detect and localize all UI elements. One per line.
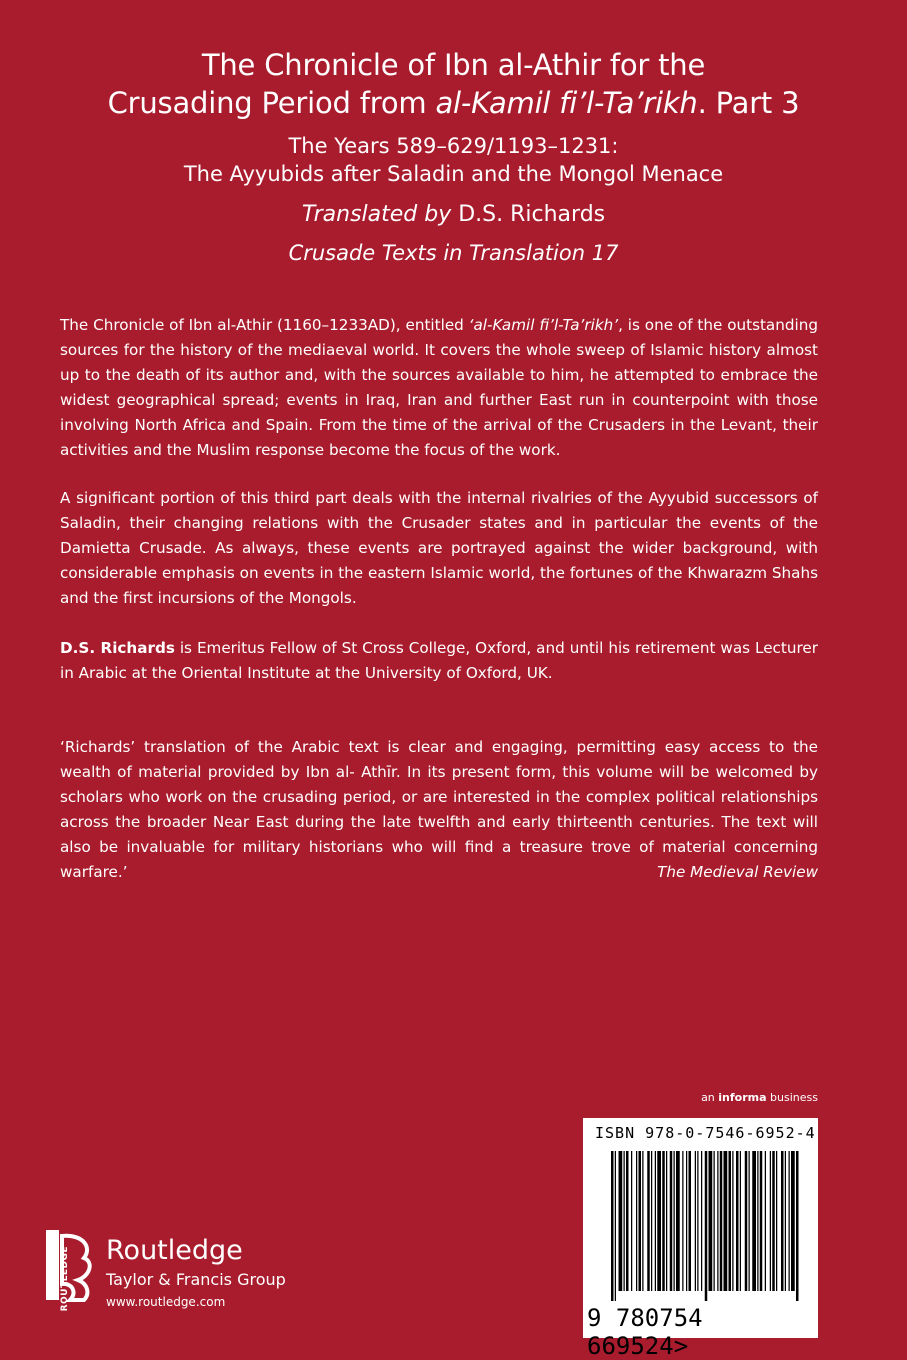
informa-bold: informa — [718, 1091, 767, 1104]
translator-credit — [0, 200, 907, 230]
barcode-bars — [611, 1151, 801, 1301]
barcode-bar — [636, 1151, 637, 1291]
barcode-bar — [619, 1151, 623, 1291]
description-paragraph-1 — [60, 313, 818, 463]
barcode-bar — [686, 1151, 687, 1291]
isbn-label: ISBN 978-0-7546-6952-4 — [595, 1124, 816, 1142]
barcode-bar — [729, 1151, 732, 1291]
barcode-bar — [676, 1151, 680, 1291]
informa-business-tag — [701, 1091, 818, 1104]
subtitle-line-1: The Years 589–629/1193–1231: — [288, 134, 619, 158]
barcode-bar — [736, 1151, 739, 1291]
barcode-bar — [776, 1151, 777, 1291]
barcode-bar — [626, 1151, 629, 1291]
barcode-bar — [714, 1151, 715, 1291]
barcode-bar — [615, 1151, 616, 1301]
barcode-bar — [765, 1151, 766, 1291]
publisher-url: www.routledge.com — [106, 1295, 226, 1309]
barcode-bar — [689, 1151, 692, 1291]
barcode-digits — [587, 1304, 818, 1360]
review-quote: ‘Richards’ translation of the Arabic text is clear and engaging, permitting easy access to the wealth of material provided by Ibn al- Athīr. In its present form, this volume will be welcomed by scholars who work on the crusading period, or are interested in the complex political relationships across the broader Near East during the late twelfth and early thirteenth centuries. The text will also be invaluable for military historians who will find a treasure trove of material concerning warfare.’ — [60, 738, 818, 881]
barcode-bar — [740, 1151, 741, 1291]
barcode-bar — [732, 1151, 733, 1291]
informa-pre: an — [701, 1091, 719, 1104]
title-block — [0, 46, 907, 268]
book-title-line-2 — [0, 84, 907, 122]
publisher-group: Taylor & Francis Group — [106, 1270, 286, 1289]
author-bio — [60, 636, 818, 686]
barcode-bar — [705, 1151, 708, 1301]
title-part-segment: . Part 3 — [697, 86, 800, 120]
translator-name: D.S. Richards — [451, 202, 606, 227]
barcode-bar — [651, 1151, 652, 1291]
translator-prefix: Translated by — [301, 202, 452, 227]
series-title: Crusade Texts in Translation 17 — [288, 241, 619, 265]
logo-vertical-text: ROUTLEDGE — [60, 1246, 70, 1312]
barcode-bar — [789, 1151, 790, 1291]
barcode-panel — [583, 1118, 818, 1360]
barcode-bar — [745, 1151, 748, 1291]
informa-post: business — [766, 1091, 818, 1104]
barcode-bar — [772, 1151, 775, 1291]
description-paragraph-2: A significant portion of this third part deals with the internal rivalries of the Ayyubid successors of Saladin, their changing relations with the Crusader states and in particular the events of the Damietta Crusade. As always, these events are portrayed against the wider background, with considerable emphasis on events in the eastern Islamic world, the fortunes of the Khwarazm Shahs and the first incursions of the Mongols. — [60, 489, 818, 607]
barcode-bar — [674, 1151, 675, 1291]
routledge-logo-icon — [44, 1228, 99, 1303]
barcode-bar — [666, 1151, 667, 1291]
barcode-bar — [717, 1151, 718, 1291]
barcode-bar — [611, 1151, 614, 1301]
barcode-bar — [752, 1151, 756, 1291]
barcode-bar — [796, 1151, 799, 1301]
barcode-bar — [662, 1151, 665, 1291]
barcode-bar — [781, 1151, 784, 1291]
barcode-bar — [770, 1151, 771, 1291]
title-italic-segment: al-Kamil fi’l-Ta’rikh — [435, 86, 698, 120]
author-bio-text: is Emeritus Fellow of St Cross College, Oxford, and until his retirement was Lecturer in Arabic at the Oriental Institute at the University of Oxford, UK. — [60, 639, 818, 682]
barcode-bar — [647, 1151, 650, 1291]
publisher-name: Routledge — [106, 1235, 243, 1266]
barcode-bar — [697, 1151, 698, 1291]
barcode-bar — [791, 1151, 795, 1291]
p1-rest: , is one of the outstanding sources for the history of the mediaeval world. It covers the whole sweep of Islamic history almost up to the death of its author and, with the sources available to him, he attempted to embrace the widest geographical spread; events in Iraq, Iran and further East run in counterpoint with those involving North Africa and Spain. From the time of the arrival of the Crusaders in the Levant, their activities and the Muslim response become the focus of the work. — [60, 316, 818, 459]
barcode-bar — [695, 1151, 696, 1291]
subtitle-line-2: The Ayyubids after Saladin and the Mongol Menace — [183, 162, 724, 186]
barcode-bar — [682, 1151, 683, 1291]
review-attribution: The Medieval Review — [657, 863, 818, 881]
barcode-bar — [631, 1151, 632, 1291]
title-segment: Crusading Period from — [107, 86, 436, 120]
barcode-bar — [749, 1151, 750, 1291]
barcode-bar — [670, 1151, 673, 1291]
barcode-number: 9 780754 669524 — [587, 1304, 703, 1360]
p1-italic-title: ‘al-Kamil fi’l-Ta’rikh’ — [468, 316, 619, 334]
book-title-line-1: The Chronicle of Ibn al-Athir for the — [201, 48, 706, 82]
barcode-bar — [760, 1151, 763, 1291]
author-name: D.S. Richards — [60, 639, 175, 657]
barcode-bar — [785, 1151, 786, 1291]
barcode-bar — [624, 1151, 625, 1291]
barcode-bar — [757, 1151, 758, 1291]
barcode-bar — [657, 1151, 661, 1291]
barcode-bar — [709, 1151, 713, 1291]
barcode-bar — [655, 1151, 656, 1291]
routledge-logo — [44, 1228, 304, 1338]
barcode-bar — [642, 1151, 643, 1291]
barcode-bar — [639, 1151, 642, 1291]
p1-start: The Chronicle of Ibn al-Athir (1160–1233AD), entitled — [60, 316, 469, 334]
barcode-bar — [701, 1151, 702, 1291]
barcode-bar — [724, 1151, 728, 1291]
barcode-bar — [720, 1151, 723, 1291]
barcode-arrow: > — [673, 1332, 689, 1360]
